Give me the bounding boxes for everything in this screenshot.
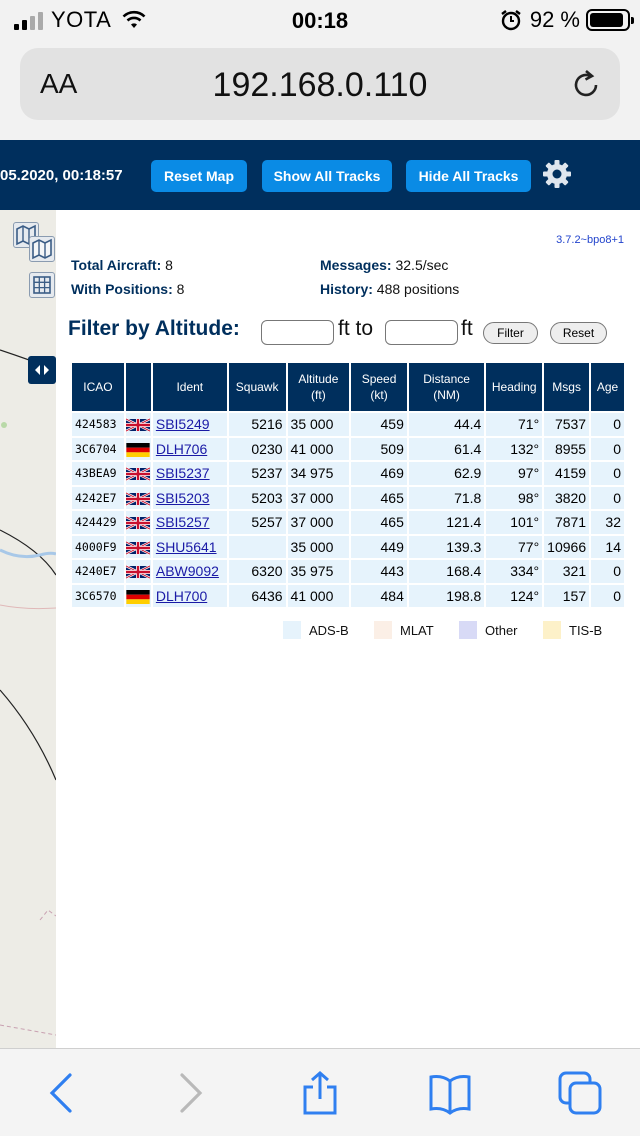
clock: 00:18 bbox=[291, 8, 349, 33]
ident-cell bbox=[153, 560, 227, 583]
table-row[interactable] bbox=[72, 560, 624, 583]
ident-cell bbox=[153, 487, 227, 510]
status-right bbox=[500, 8, 630, 32]
col-altitude[interactable]: Altitude (ft) bbox=[288, 363, 350, 411]
carrier-name: YOTA bbox=[51, 7, 112, 32]
msgs-cell: 321 bbox=[544, 560, 589, 583]
col-heading[interactable]: Heading bbox=[486, 363, 542, 411]
icao-cell: 4000F9 bbox=[72, 536, 124, 559]
filter-button[interactable]: Filter bbox=[483, 322, 538, 344]
heading-cell: 71° bbox=[486, 413, 542, 436]
squawk-cell: 5257 bbox=[229, 511, 286, 534]
legend-swatch bbox=[459, 621, 477, 639]
distance-cell: 61.4 bbox=[409, 438, 484, 461]
version-label: 3.7.2~bpo8+1 bbox=[556, 234, 624, 246]
ident-cell bbox=[153, 413, 227, 436]
squawk-cell: 5216 bbox=[229, 413, 286, 436]
altitude-cell: 35 000 bbox=[288, 413, 350, 436]
map-view-button[interactable] bbox=[29, 236, 55, 262]
reset-map-button[interactable]: Reset Map bbox=[151, 160, 247, 192]
col-squawk[interactable]: Squawk bbox=[229, 363, 286, 411]
msgs-cell: 3820 bbox=[544, 487, 589, 510]
uk-flag-icon bbox=[126, 418, 150, 432]
flag-cell bbox=[126, 511, 151, 534]
altitude-cell: 37 000 bbox=[288, 511, 350, 534]
speed-cell: 469 bbox=[351, 462, 407, 485]
hide-all-tracks-button[interactable]: Hide All Tracks bbox=[406, 160, 531, 192]
speed-cell: 465 bbox=[351, 487, 407, 510]
msgs-cell: 10966 bbox=[544, 536, 589, 559]
age-cell: 0 bbox=[591, 438, 624, 461]
msgs-cell: 4159 bbox=[544, 462, 589, 485]
legend-swatch bbox=[283, 621, 301, 639]
ident-cell bbox=[153, 511, 227, 534]
icao-cell: 3C6570 bbox=[72, 585, 124, 608]
ident-link[interactable]: SBI5203 bbox=[155, 489, 210, 506]
map-view[interactable] bbox=[0, 210, 56, 1048]
table-header-row bbox=[72, 363, 624, 411]
bookmarks-icon[interactable] bbox=[428, 1071, 472, 1115]
col-distance[interactable]: Distance (NM) bbox=[409, 363, 484, 411]
speed-cell: 459 bbox=[351, 413, 407, 436]
uk-flag-icon bbox=[126, 492, 150, 506]
age-cell: 32 bbox=[591, 511, 624, 534]
altitude-cell: 41 000 bbox=[288, 585, 350, 608]
ident-link[interactable]: DLH700 bbox=[155, 587, 208, 604]
germany-flag-icon bbox=[126, 443, 150, 457]
distance-cell: 62.9 bbox=[409, 462, 484, 485]
altitude-cell: 34 975 bbox=[288, 462, 350, 485]
messages-rate: Messages: 32.5/sec bbox=[320, 257, 449, 273]
map-background bbox=[0, 210, 56, 1048]
altitude-cell: 41 000 bbox=[288, 438, 350, 461]
uk-flag-icon bbox=[126, 565, 150, 579]
msgs-cell: 7871 bbox=[544, 511, 589, 534]
aircraft-panel bbox=[56, 210, 640, 1048]
age-cell: 0 bbox=[591, 413, 624, 436]
squawk-cell: 6436 bbox=[229, 585, 286, 608]
col-flag[interactable] bbox=[126, 363, 151, 411]
reload-icon[interactable] bbox=[570, 68, 602, 100]
uk-flag-icon bbox=[126, 467, 150, 481]
show-all-tracks-button[interactable]: Show All Tracks bbox=[262, 160, 392, 192]
heading-cell: 98° bbox=[486, 487, 542, 510]
heading-cell: 132° bbox=[486, 438, 542, 461]
battery-level bbox=[590, 13, 623, 27]
aircraft-table bbox=[70, 361, 626, 609]
age-cell: 0 bbox=[591, 560, 624, 583]
msgs-cell: 157 bbox=[544, 585, 589, 608]
ident-link[interactable]: ABW9092 bbox=[155, 563, 219, 580]
address-bar[interactable] bbox=[20, 48, 620, 120]
col-speed[interactable]: Speed (kt) bbox=[351, 363, 407, 411]
distance-cell: 168.4 bbox=[409, 560, 484, 583]
legend-tisb: TIS-B bbox=[543, 621, 602, 639]
flag-cell bbox=[126, 462, 151, 485]
aa-label: AA bbox=[40, 68, 78, 99]
ident-cell bbox=[153, 438, 227, 461]
forward-icon bbox=[168, 1071, 212, 1115]
ft-to-label: ft to bbox=[338, 317, 374, 340]
col-msgs[interactable]: Msgs bbox=[544, 363, 589, 411]
legend-other: Other bbox=[459, 621, 518, 639]
legend-mlat: MLAT bbox=[374, 621, 434, 639]
flag-cell bbox=[126, 585, 151, 608]
heading-cell: 97° bbox=[486, 462, 542, 485]
squawk-cell: 5237 bbox=[229, 462, 286, 485]
squawk-cell: 5203 bbox=[229, 487, 286, 510]
heading-cell: 124° bbox=[486, 585, 542, 608]
speed-cell: 484 bbox=[351, 585, 407, 608]
table-row[interactable] bbox=[72, 438, 624, 461]
speed-cell: 449 bbox=[351, 536, 407, 559]
speed-cell: 465 bbox=[351, 511, 407, 534]
back-icon[interactable] bbox=[40, 1071, 84, 1115]
table-row[interactable] bbox=[72, 585, 624, 608]
heading-cell: 101° bbox=[486, 511, 542, 534]
icao-cell: 424583 bbox=[72, 413, 124, 436]
distance-cell: 121.4 bbox=[409, 511, 484, 534]
altitude-cell: 37 000 bbox=[288, 487, 350, 510]
flag-cell bbox=[126, 438, 151, 461]
col-age[interactable]: Age bbox=[591, 363, 624, 411]
status-bar bbox=[0, 0, 640, 40]
altitude-cell: 35 975 bbox=[288, 560, 350, 583]
browser-toolbar bbox=[0, 1048, 640, 1136]
alarm-icon bbox=[500, 9, 522, 31]
grid-icon bbox=[30, 273, 54, 297]
legend-adsb: ADS-B bbox=[283, 621, 349, 639]
header-datetime: 05.2020, 00:18:57 bbox=[0, 167, 123, 184]
max-altitude-input[interactable] bbox=[385, 320, 458, 345]
battery-icon bbox=[586, 9, 630, 31]
flag-cell bbox=[126, 536, 151, 559]
ident-link[interactable]: SBI5237 bbox=[155, 465, 210, 482]
flag-cell bbox=[126, 413, 151, 436]
icao-cell: 43BEA9 bbox=[72, 462, 124, 485]
age-cell: 0 bbox=[591, 585, 624, 608]
icao-cell: 4240E7 bbox=[72, 560, 124, 583]
distance-cell: 44.4 bbox=[409, 413, 484, 436]
ident-cell bbox=[153, 585, 227, 608]
ident-cell bbox=[153, 462, 227, 485]
total-aircraft: Total Aircraft: 8 bbox=[71, 257, 173, 273]
browser-address-area bbox=[0, 40, 640, 140]
distance-cell: 139.3 bbox=[409, 536, 484, 559]
icao-cell: 3C6704 bbox=[72, 438, 124, 461]
speed-cell: 443 bbox=[351, 560, 407, 583]
battery-percent: 92 % bbox=[529, 7, 580, 32]
ident-cell bbox=[153, 536, 227, 559]
ft-label: ft bbox=[461, 317, 473, 340]
age-cell: 14 bbox=[591, 536, 624, 559]
age-cell: 0 bbox=[591, 462, 624, 485]
ident-link[interactable]: DLH706 bbox=[155, 440, 208, 457]
distance-cell: 71.8 bbox=[409, 487, 484, 510]
ident-link[interactable]: SBI5257 bbox=[155, 514, 210, 531]
tabs-icon[interactable] bbox=[558, 1071, 602, 1115]
gear-icon[interactable] bbox=[542, 159, 572, 189]
left-right-arrows-icon bbox=[28, 356, 56, 384]
col-icao[interactable]: ICAO bbox=[72, 363, 124, 411]
share-icon[interactable] bbox=[298, 1071, 342, 1115]
msgs-cell: 8955 bbox=[544, 438, 589, 461]
col-ident[interactable]: Ident bbox=[153, 363, 227, 411]
url-text[interactable]: 192.168.0.110 bbox=[212, 66, 428, 104]
uk-flag-icon bbox=[126, 516, 150, 530]
flag-cell bbox=[126, 487, 151, 510]
flag-cell bbox=[126, 560, 151, 583]
age-cell: 0 bbox=[591, 487, 624, 510]
msgs-cell: 7537 bbox=[544, 413, 589, 436]
squawk-cell: 0230 bbox=[229, 438, 286, 461]
distance-cell: 198.8 bbox=[409, 585, 484, 608]
reset-filter-button[interactable]: Reset bbox=[550, 322, 607, 344]
table-row[interactable] bbox=[72, 462, 624, 485]
squawk-cell bbox=[229, 536, 286, 559]
min-altitude-input[interactable] bbox=[261, 320, 334, 345]
icao-cell: 424429 bbox=[72, 511, 124, 534]
legend-swatch bbox=[374, 621, 392, 639]
table-row[interactable] bbox=[72, 413, 624, 436]
with-positions: With Positions: 8 bbox=[71, 281, 185, 297]
icao-cell: 4242E7 bbox=[72, 487, 124, 510]
germany-flag-icon bbox=[126, 590, 150, 604]
ident-link[interactable]: SHU5641 bbox=[155, 538, 217, 555]
legend-swatch bbox=[543, 621, 561, 639]
squawk-cell: 6320 bbox=[229, 560, 286, 583]
heading-cell: 77° bbox=[486, 536, 542, 559]
table-view-button[interactable] bbox=[29, 272, 55, 298]
table-row[interactable] bbox=[72, 487, 624, 510]
filter-title: Filter by Altitude: bbox=[68, 317, 240, 340]
altitude-cell: 35 000 bbox=[288, 536, 350, 559]
table-row[interactable] bbox=[72, 536, 624, 559]
map-icon bbox=[30, 237, 54, 261]
heading-cell: 334° bbox=[486, 560, 542, 583]
speed-cell: 509 bbox=[351, 438, 407, 461]
history-count: History: 488 positions bbox=[320, 281, 460, 297]
expand-collapse-button[interactable] bbox=[28, 356, 56, 384]
ident-link[interactable]: SBI5249 bbox=[155, 416, 210, 433]
uk-flag-icon bbox=[126, 541, 150, 555]
table-row[interactable] bbox=[72, 511, 624, 534]
